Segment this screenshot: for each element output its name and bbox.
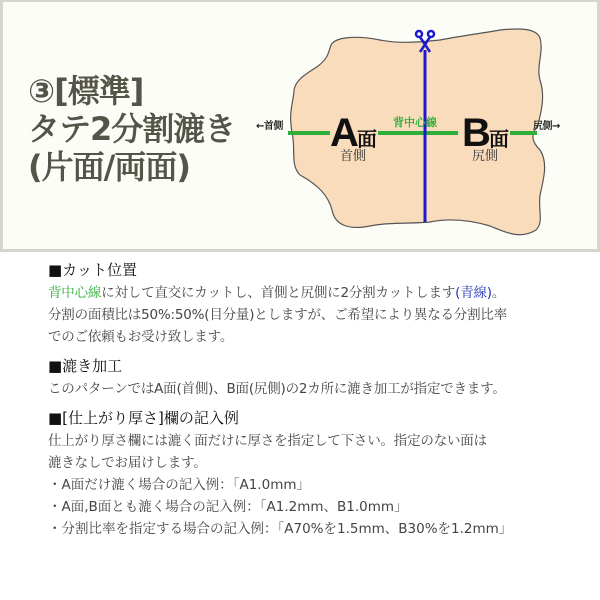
spine-line-label: 背中心線 <box>393 116 437 129</box>
section-title-skiving: ■漉き加工 <box>48 357 123 375</box>
face-b-kanji: 面 <box>489 127 509 151</box>
face-b-letter: B <box>462 111 491 155</box>
neck-side-arrow-label: ←首側 <box>256 121 283 132</box>
period: 。 <box>491 285 506 301</box>
thickness-line-1: 仕上がり厚さ欄には漉く面だけに厚さを指定して下さい。指定のない面は <box>48 433 487 449</box>
section-title-cut-position: ■カット位置 <box>48 261 138 279</box>
title-line-1: ③[標準] <box>28 72 144 110</box>
face-a-kanji: 面 <box>357 127 377 151</box>
face-b-side-label: 尻側 <box>472 149 499 164</box>
example-item: ・A面だけ漉く場合の記入例：「A1.0mm」 <box>48 477 310 493</box>
description-content <box>48 258 588 540</box>
tail-side-arrow-label: 尻側→ <box>533 121 560 132</box>
cut-position-line-3: でのご依頼もお受け致します。 <box>48 329 234 345</box>
cut-position-line-2: 分割の面積比は50%:50%(目分量)としますが、ご希望により異なる分割比率 <box>48 307 507 323</box>
title-line-2: タテ2分割漉き <box>28 110 236 148</box>
example-item: ・A面,B面とも漉く場合の記入例：「A1.2mm、B1.0mm」 <box>48 499 408 515</box>
blue-line-term: (青線) <box>455 285 492 301</box>
face-a-letter: A <box>330 111 359 155</box>
skiving-line-1: このパターンではA面(首側)、B面(尻側)の2カ所に漉き加工が指定できます。 <box>48 381 506 397</box>
cut-position-line-1 <box>48 282 588 304</box>
example-item: ・分割比率を指定する場合の記入例：「A70%を1.5mm、B30%を1.2mm」 <box>48 521 513 537</box>
leather-diagram <box>0 0 600 252</box>
cut-position-text: に対して直交にカットし、首側と尻側に2分割カットします <box>101 285 456 301</box>
spine-line-term: 背中心線 <box>48 285 102 301</box>
face-a-side-label: 首側 <box>340 149 367 164</box>
section-title-thickness: ■[仕上がり厚さ]欄の記入例 <box>48 409 239 427</box>
title-line-3: (片面/両面) <box>28 148 190 186</box>
thickness-line-2: 漉きなしでお届けします。 <box>48 455 207 471</box>
